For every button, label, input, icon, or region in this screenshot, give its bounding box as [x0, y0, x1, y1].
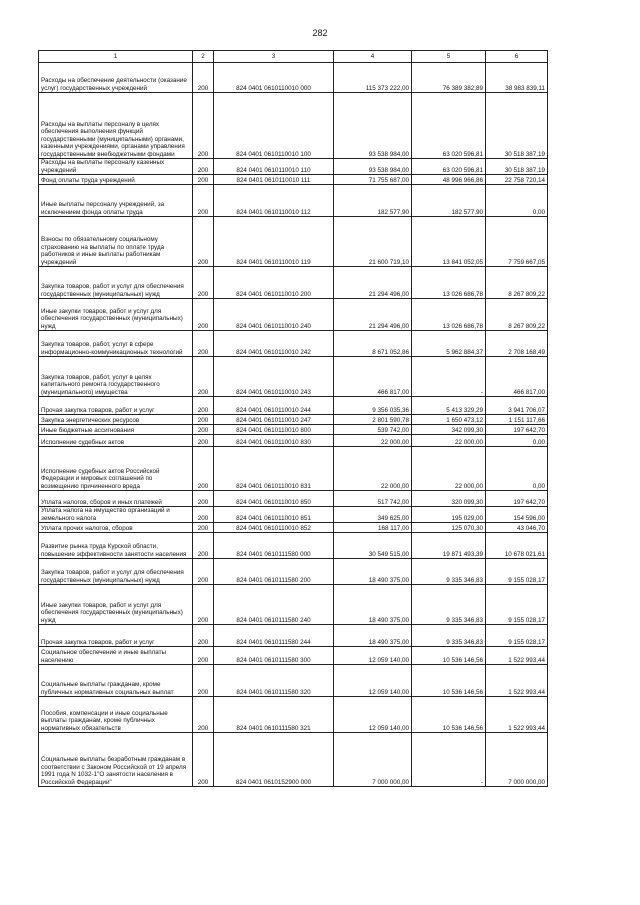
- row-remaining-amount: 1 522 993,44: [486, 697, 548, 733]
- row-line-code: 200: [193, 397, 214, 415]
- table-row: [39, 357, 548, 397]
- row-approved-amount: 182 577,90: [334, 185, 412, 217]
- row-description: Взносы по обязательному социальному страхованию на выплаты по оплате труда работников и иные выплаты работникам учреждений: [39, 217, 193, 267]
- row-budget-code: 824 0401 0610111580 321: [214, 697, 334, 733]
- row-budget-code: 824 0401 0610110010 244: [214, 397, 334, 415]
- row-description: Исполнение судебных актов Российской Федерации и мировых соглашений по возмещению причиненного вреда: [39, 447, 193, 491]
- row-description: Уплата налога на имущество организаций и земельного налога: [39, 507, 193, 523]
- row-remaining-amount: 3 941 706,07: [486, 397, 548, 415]
- column-header: 2: [193, 51, 214, 63]
- table-row: [39, 491, 548, 507]
- row-executed-amount: 5 962 884,37: [412, 331, 486, 357]
- row-approved-amount: 12 059 140,00: [334, 647, 412, 665]
- row-approved-amount: 18 490 375,00: [334, 625, 412, 647]
- table-row: [39, 447, 548, 491]
- row-executed-amount: 342 099,30: [412, 425, 486, 435]
- table-row: [39, 93, 548, 159]
- row-line-code: 200: [193, 93, 214, 159]
- row-executed-amount: 9 335 346,83: [412, 585, 486, 625]
- row-description: Расходы на обеспечение деятельности (оказание услуг) государственных учреждений: [39, 63, 193, 93]
- row-approved-amount: 22 000,00: [334, 435, 412, 447]
- row-executed-amount: 9 335 346,83: [412, 625, 486, 647]
- row-executed-amount: 63 020 596,81: [412, 159, 486, 175]
- row-executed-amount: 1 650 473,12: [412, 415, 486, 425]
- table-row: [39, 397, 548, 415]
- row-line-code: 200: [193, 63, 214, 93]
- row-budget-code: 824 0401 0610111580 244: [214, 625, 334, 647]
- row-approved-amount: 9 356 035,36: [334, 397, 412, 415]
- row-executed-amount: 22 000,00: [412, 435, 486, 447]
- row-line-code: 200: [193, 175, 214, 185]
- row-approved-amount: 21 294 496,00: [334, 299, 412, 331]
- row-remaining-amount: 38 983 839,11: [486, 63, 548, 93]
- row-description: Закупка товаров, работ, услуг в сфере информационно-коммуникационных технологий: [39, 331, 193, 357]
- row-budget-code: 824 0401 0610111580 200: [214, 559, 334, 585]
- row-approved-amount: 517 742,00: [334, 491, 412, 507]
- row-approved-amount: 466 817,00: [334, 357, 412, 397]
- row-line-code: 200: [193, 559, 214, 585]
- row-approved-amount: 7 000 000,00: [334, 733, 412, 787]
- row-description: Уплата прочих налогов, сборов: [39, 523, 193, 533]
- column-header: 6: [486, 51, 548, 63]
- row-line-code: 200: [193, 185, 214, 217]
- row-remaining-amount: 2 708 168,49: [486, 331, 548, 357]
- row-description: Иные выплаты персоналу учреждений, за исключением фонда оплаты труда: [39, 185, 193, 217]
- row-budget-code: 824 0401 0610111580 240: [214, 585, 334, 625]
- row-remaining-amount: 1 522 993,44: [486, 665, 548, 697]
- row-remaining-amount: 0,00: [486, 185, 548, 217]
- table-row: [39, 697, 548, 733]
- row-budget-code: 824 0401 0610110010 247: [214, 415, 334, 425]
- row-description: Фонд оплаты труда учреждений: [39, 175, 193, 185]
- row-budget-code: 824 0401 0610110010 800: [214, 425, 334, 435]
- row-budget-code: 824 0401 0610110010 100: [214, 93, 334, 159]
- row-approved-amount: 12 059 140,00: [334, 697, 412, 733]
- table-row: [39, 533, 548, 559]
- row-budget-code: 824 0401 0610110010 111: [214, 175, 334, 185]
- table-row: [39, 299, 548, 331]
- row-remaining-amount: 9 155 028,17: [486, 585, 548, 625]
- row-description: Закупка энергетических ресурсов: [39, 415, 193, 425]
- row-description: Развитие рынка труда Курской области, повышение эффективности занятости населения: [39, 533, 193, 559]
- page-number: 282: [312, 28, 328, 38]
- row-executed-amount: 10 536 146,56: [412, 697, 486, 733]
- row-remaining-amount: 30 518 387,19: [486, 159, 548, 175]
- row-line-code: 200: [193, 533, 214, 559]
- row-approved-amount: 21 600 719,10: [334, 217, 412, 267]
- row-description: Иные закупки товаров, работ и услуг для обеспечения государственных (муниципальных) нужд: [39, 585, 193, 625]
- row-approved-amount: 2 801 590,78: [334, 415, 412, 425]
- row-executed-amount: 13 026 686,78: [412, 267, 486, 299]
- row-line-code: 200: [193, 491, 214, 507]
- row-executed-amount: 13 026 686,78: [412, 299, 486, 331]
- table-row: [39, 559, 548, 585]
- row-budget-code: 824 0401 0610110010 110: [214, 159, 334, 175]
- row-budget-code: 824 0401 0610111580 300: [214, 647, 334, 665]
- row-approved-amount: 21 294 496,00: [334, 267, 412, 299]
- table-row: [39, 267, 548, 299]
- row-remaining-amount: 7 759 667,05: [486, 217, 548, 267]
- row-executed-amount: 320 099,30: [412, 491, 486, 507]
- row-description: Прочая закупка товаров, работ и услуг: [39, 397, 193, 415]
- row-budget-code: 824 0401 0610111580 320: [214, 665, 334, 697]
- row-line-code: 200: [193, 435, 214, 447]
- row-budget-code: 824 0401 0610110010 243: [214, 357, 334, 397]
- row-budget-code: 824 0401 0610110010 852: [214, 523, 334, 533]
- column-header: 3: [214, 51, 334, 63]
- row-budget-code: 824 0401 0610110010 830: [214, 435, 334, 447]
- row-remaining-amount: 7 000 000,00: [486, 733, 548, 787]
- row-budget-code: 824 0401 0610110010 240: [214, 299, 334, 331]
- row-approved-amount: 168 117,00: [334, 523, 412, 533]
- row-budget-code: 824 0401 0610110010 112: [214, 185, 334, 217]
- row-remaining-amount: 8 267 809,22: [486, 267, 548, 299]
- row-remaining-amount: 22 758 720,14: [486, 175, 548, 185]
- row-remaining-amount: 1 151 117,66: [486, 415, 548, 425]
- row-line-code: 200: [193, 447, 214, 491]
- row-approved-amount: 18 490 375,00: [334, 585, 412, 625]
- row-line-code: 200: [193, 585, 214, 625]
- row-remaining-amount: 197 642,70: [486, 491, 548, 507]
- row-budget-code: 824 0401 0610110010 000: [214, 63, 334, 93]
- row-line-code: 200: [193, 299, 214, 331]
- table-row: [39, 507, 548, 523]
- table-row: [39, 175, 548, 185]
- row-remaining-amount: 197 642,70: [486, 425, 548, 435]
- row-remaining-amount: 9 155 028,17: [486, 625, 548, 647]
- table-row: [39, 625, 548, 647]
- row-budget-code: 824 0401 0610110010 831: [214, 447, 334, 491]
- row-remaining-amount: 466 817,00: [486, 357, 548, 397]
- budget-table: [38, 50, 548, 787]
- table-row: [39, 733, 548, 787]
- row-line-code: 200: [193, 267, 214, 299]
- row-executed-amount: 13 841 052,05: [412, 217, 486, 267]
- row-executed-amount: 195 029,00: [412, 507, 486, 523]
- row-executed-amount: 22 000,00: [412, 447, 486, 491]
- row-executed-amount: 182 577,90: [412, 185, 486, 217]
- table-row: [39, 159, 548, 175]
- row-line-code: 200: [193, 625, 214, 647]
- row-executed-amount: 19 871 493,39: [412, 533, 486, 559]
- row-description: Закупка товаров, работ и услуг для обеспечения государственных (муниципальных) нужд: [39, 559, 193, 585]
- row-approved-amount: 115 373 222,00: [334, 63, 412, 93]
- row-budget-code: 824 0401 0610110010 851: [214, 507, 334, 523]
- table-row: [39, 63, 548, 93]
- row-approved-amount: 93 538 984,00: [334, 159, 412, 175]
- row-line-code: 200: [193, 697, 214, 733]
- row-remaining-amount: 0,00: [486, 447, 548, 491]
- row-approved-amount: 349 625,00: [334, 507, 412, 523]
- table-row: [39, 435, 548, 447]
- table-row: [39, 415, 548, 425]
- row-description: Социальные выплаты безработным гражданам в соответствии с Законом Российской от 19 апреля 1991 года N 1032-1"О занятости населения в Российской Федерации": [39, 733, 193, 787]
- row-budget-code: 824 0401 0610110010 242: [214, 331, 334, 357]
- row-description: Социальные выплаты гражданам, кроме публичных нормативных социальных выплат: [39, 665, 193, 697]
- row-executed-amount: -: [412, 357, 486, 397]
- row-line-code: 200: [193, 647, 214, 665]
- table-row: [39, 331, 548, 357]
- table-row: [39, 647, 548, 665]
- row-approved-amount: 8 671 052,86: [334, 331, 412, 357]
- row-description: Иные бюджетные ассигнования: [39, 425, 193, 435]
- row-description: Пособия, компенсации и иные социальные выплаты гражданам, кроме публичных нормативных обязательств: [39, 697, 193, 733]
- row-remaining-amount: 1 522 993,44: [486, 647, 548, 665]
- row-executed-amount: 76 389 382,89: [412, 63, 486, 93]
- row-remaining-amount: 10 678 021,61: [486, 533, 548, 559]
- row-line-code: 200: [193, 733, 214, 787]
- column-header: 5: [412, 51, 486, 63]
- row-remaining-amount: 30 518 387,19: [486, 93, 548, 159]
- row-executed-amount: 5 413 329,29: [412, 397, 486, 415]
- row-remaining-amount: 0,00: [486, 435, 548, 447]
- table-row: [39, 425, 548, 435]
- row-line-code: 200: [193, 507, 214, 523]
- row-line-code: 200: [193, 425, 214, 435]
- column-header: 4: [334, 51, 412, 63]
- column-header: 1: [39, 51, 193, 63]
- row-description: Уплата налогов, сборов и иных платежей: [39, 491, 193, 507]
- row-remaining-amount: 43 046,70: [486, 523, 548, 533]
- row-approved-amount: 12 059 140,00: [334, 665, 412, 697]
- row-line-code: 200: [193, 331, 214, 357]
- row-approved-amount: 22 000,00: [334, 447, 412, 491]
- row-budget-code: 824 0401 0610110010 850: [214, 491, 334, 507]
- row-line-code: 200: [193, 665, 214, 697]
- row-description: Исполнение судебных актов: [39, 435, 193, 447]
- row-description: Расходы на выплаты персоналу казенных учреждений: [39, 159, 193, 175]
- table-row: [39, 217, 548, 267]
- row-description: Прочая закупка товаров, работ и услуг: [39, 625, 193, 647]
- row-description: Иные закупки товаров, работ и услуг для обеспечения государственных (муниципальных) нужд: [39, 299, 193, 331]
- row-budget-code: 824 0401 0610152900 000: [214, 733, 334, 787]
- row-approved-amount: 30 549 515,00: [334, 533, 412, 559]
- row-budget-code: 824 0401 0610110010 200: [214, 267, 334, 299]
- row-approved-amount: 539 742,00: [334, 425, 412, 435]
- row-budget-code: 824 0401 0610110010 119: [214, 217, 334, 267]
- row-executed-amount: 48 996 966,86: [412, 175, 486, 185]
- table-row: [39, 523, 548, 533]
- row-executed-amount: -: [412, 733, 486, 787]
- row-line-code: 200: [193, 523, 214, 533]
- row-description: Закупка товаров, работ и услуг для обеспечения государственных (муниципальных) нужд: [39, 267, 193, 299]
- row-executed-amount: 125 070,30: [412, 523, 486, 533]
- row-description: Расходы на выплаты персоналу в целях обеспечения выполнения функций государственными (муниципальными) органами, казенными учреждениями, органами управления государственными внебюджетными фондами: [39, 93, 193, 159]
- row-description: Закупка товаров, работ, услуг в целях капитального ремонта государственного (муниципального) имущества: [39, 357, 193, 397]
- row-executed-amount: 10 536 146,56: [412, 665, 486, 697]
- row-approved-amount: 18 490 375,00: [334, 559, 412, 585]
- row-remaining-amount: 154 596,00: [486, 507, 548, 523]
- row-line-code: 200: [193, 217, 214, 267]
- row-approved-amount: 71 755 687,00: [334, 175, 412, 185]
- row-approved-amount: 93 538 984,00: [334, 93, 412, 159]
- row-budget-code: 824 0401 0610111580 000: [214, 533, 334, 559]
- row-executed-amount: 10 536 146,56: [412, 647, 486, 665]
- row-line-code: 200: [193, 415, 214, 425]
- row-remaining-amount: 8 267 809,22: [486, 299, 548, 331]
- table-row: [39, 585, 548, 625]
- row-description: Социальное обеспечение и иные выплаты населению: [39, 647, 193, 665]
- table-row: [39, 665, 548, 697]
- row-executed-amount: 63 020 596,81: [412, 93, 486, 159]
- row-executed-amount: 9 335 346,83: [412, 559, 486, 585]
- header-row: [39, 51, 548, 63]
- row-line-code: 200: [193, 159, 214, 175]
- row-remaining-amount: 9 155 028,17: [486, 559, 548, 585]
- table-row: [39, 185, 548, 217]
- row-line-code: 200: [193, 357, 214, 397]
